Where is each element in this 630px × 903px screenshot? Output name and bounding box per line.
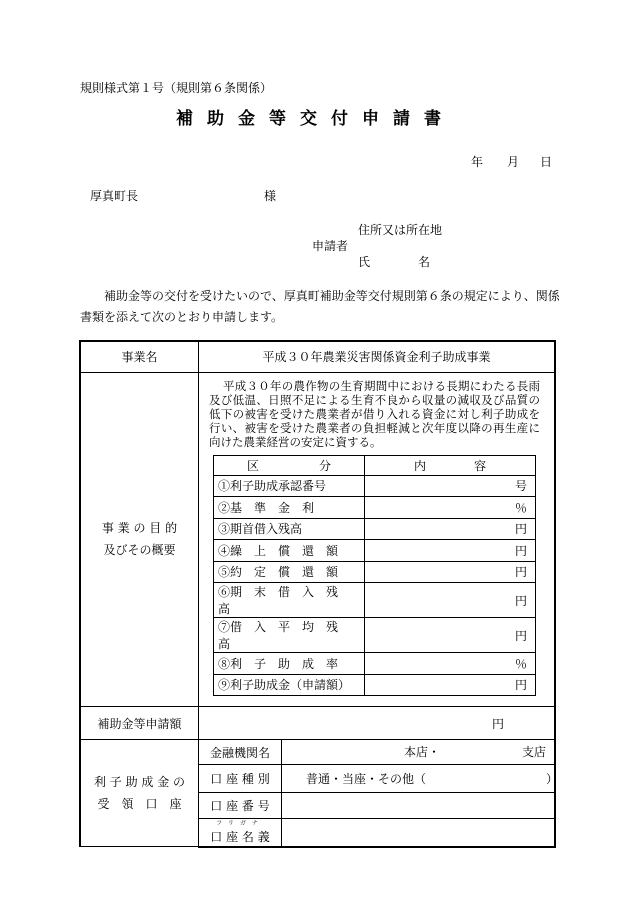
inner-header-content: 内 容 — [365, 455, 536, 475]
table-row — [214, 497, 536, 519]
row-input[interactable] — [365, 475, 536, 497]
amount-input[interactable] — [199, 707, 556, 740]
purpose-label-line1: 事 業 の 目 的 — [101, 521, 178, 536]
table-row — [214, 561, 536, 583]
account-number-label: 口 座 番 号 — [199, 793, 282, 819]
row-label: ②基 準 金 利 — [214, 497, 365, 519]
name-label: 氏 名 — [358, 255, 431, 269]
row-unit: 号 — [514, 479, 527, 494]
row-label: ④繰 上 償 還 額 — [214, 540, 365, 562]
account-type-input[interactable] — [282, 765, 559, 793]
project-value: 平成３０年農業災害関係資金利子助成事業 — [199, 341, 556, 372]
row-unit: 円 — [514, 593, 527, 608]
amount-unit: 円 — [491, 716, 504, 731]
date-year: 年 — [471, 155, 484, 169]
row-label: ⑨利子助成金（申請額） — [214, 674, 365, 696]
row-input[interactable] — [365, 583, 536, 618]
row-unit: 円 — [514, 565, 527, 580]
intro-text: 補助金等の交付を受けたいので、厚真町補助金等交付規則第６条の規定により、関係書類を添えて次のとおり申請します。 — [80, 289, 560, 324]
row-input[interactable] — [365, 561, 536, 583]
address-label: 住所又は所在地 — [358, 223, 443, 237]
receipt-label-line2: 受 領 口 座 — [97, 797, 182, 811]
row-unit: 円 — [514, 678, 527, 693]
application-table — [79, 340, 559, 848]
account-name-label: 口 座 名 義 — [210, 829, 270, 844]
row-label: ⑧利 子 助 成 率 — [214, 653, 365, 675]
addressee-name: 厚真町長 — [90, 189, 139, 203]
row-input[interactable] — [365, 674, 536, 696]
branch-label: 支店 — [521, 745, 546, 759]
purpose-label-line2: 及びその概要 — [103, 543, 176, 558]
table-row — [214, 540, 536, 562]
purpose-label — [80, 372, 199, 707]
row-label: ⑤約 定 償 還 額 — [214, 561, 365, 583]
page-title: 補助金等交付申請書 — [176, 109, 455, 129]
table-row — [214, 583, 536, 618]
row-label: ⑥期 末 借 入 残 高 — [214, 583, 365, 618]
institution-label: 金融機関名 — [199, 740, 282, 765]
purpose-cell — [199, 372, 556, 707]
project-label: 事業名 — [80, 341, 199, 372]
account-name-label-cell — [199, 819, 282, 847]
table-row — [214, 518, 536, 540]
table-row — [214, 674, 536, 696]
row-input[interactable] — [365, 653, 536, 675]
row-unit: 円 — [514, 628, 527, 643]
account-name-ruby: フリガナ — [216, 819, 264, 827]
row-unit: ％ — [514, 656, 527, 671]
addressee-honorific: 様 — [264, 189, 277, 203]
amount-label: 補助金等申請額 — [80, 707, 199, 740]
receipt-label — [80, 740, 199, 847]
account-type-label: 口 座 種 別 — [199, 765, 282, 793]
form-number: 規則様式第１号（規則第６条関係） — [80, 81, 273, 95]
receipt-label-line1: 利 子 助 成 金 の — [93, 775, 186, 789]
row-input[interactable] — [365, 540, 536, 562]
row-unit: ％ — [514, 500, 527, 515]
date-day: 日 — [540, 155, 553, 169]
account-type-options: 普通・当座・その他（ ） — [306, 772, 559, 786]
subsidy-detail-table — [213, 455, 536, 697]
row-input[interactable] — [365, 618, 536, 653]
table-row — [214, 653, 536, 675]
account-number-input[interactable] — [282, 793, 556, 819]
applicant-label: 申請者 — [312, 239, 349, 253]
account-name-input[interactable] — [282, 819, 556, 847]
row-label: ③期首借入残高 — [214, 518, 365, 540]
row-unit: 円 — [514, 522, 527, 537]
row-label: ①利子助成承認番号 — [214, 475, 365, 497]
main-branch-label: 本店・ — [404, 745, 441, 759]
purpose-text: 平成３０年の農作物の生育期間中における長期にわたる長雨及び低温、日照不足による生育不良から収量の減収及び品質の低下の被害を受けた農業者が借り入れる資金に対し利子助成を行い、被害を受けた農業者の負担軽減と次年度以降の再生産に向けた農業経営の安定に資する。 — [209, 378, 540, 449]
row-input[interactable] — [365, 518, 536, 540]
institution-input[interactable] — [282, 740, 556, 765]
row-label: ⑦借 入 平 均 残 高 — [214, 618, 365, 653]
table-row — [214, 475, 536, 497]
table-row — [214, 618, 536, 653]
inner-header-category: 区 分 — [214, 455, 365, 475]
date-month: 月 — [507, 155, 520, 169]
row-unit: 円 — [514, 543, 527, 558]
row-input[interactable] — [365, 497, 536, 519]
